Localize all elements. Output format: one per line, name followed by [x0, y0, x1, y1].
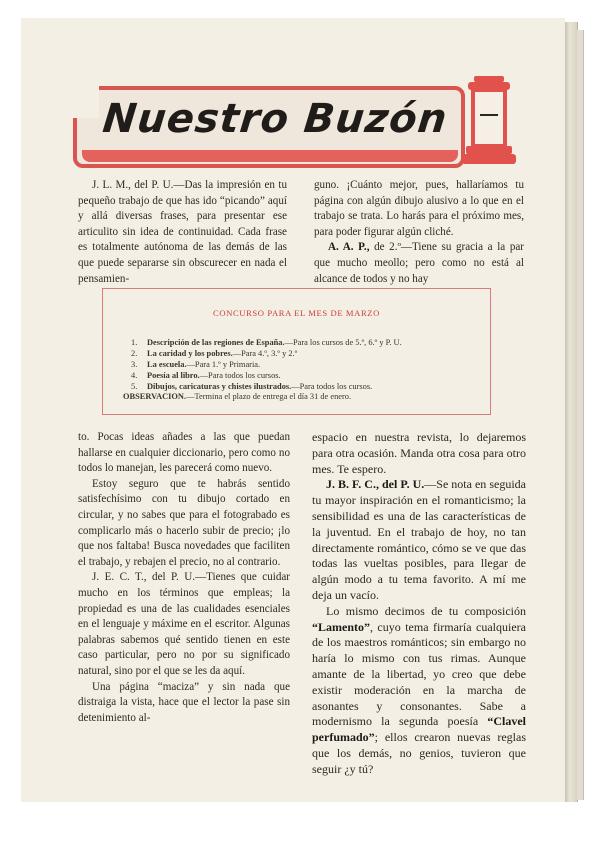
item-number: 1.: [131, 338, 138, 347]
paragraph: [312, 604, 526, 778]
item-number: 2.: [131, 349, 138, 358]
paragraph: Una página “maciza” y sin nada que distraiga la vista, hace que el lector la pase sin detenimiento al-: [78, 680, 290, 724]
paragraph-continuation: guno. ¡Cuánto mejor, pues, hallaríamos tu página con algún dibujo alusivo a lo que en el trabajo se trata. Lo harás para el próximo mes, para poder figurar algún cliché.: [314, 179, 524, 238]
text: ; ellos crearon nuevas reglas que los demás, no genios, tuvieron que seguir ¿y tú?: [312, 730, 526, 776]
item-topic: La escuela.: [147, 360, 187, 369]
page-edge-back: [577, 30, 584, 800]
letter-author: J. B. F. C., del P. U.: [326, 477, 425, 492]
contest-title: CONCURSO PARA EL MES DE MARZO: [213, 308, 380, 318]
item-number: 3.: [131, 360, 138, 369]
letter-ject: J. E. C. T., del P. U.—Tienes que cuidar mucho en los términos que empleas; la propiedad es una de las cualidades esenciales en el lenguaje y máxime en el escritor. Algunas palabras sabemos qué sentido tienen en este caso particular, pero no por su significado natural, sino por el que se les da aquí.: [78, 571, 290, 677]
letter-aap: [314, 240, 524, 287]
contest-item: [131, 370, 402, 381]
header-underline-bar: [82, 150, 458, 162]
item-number: 4.: [131, 371, 138, 380]
item-topic: La caridad y los pobres.: [147, 349, 233, 358]
paragraph-continuation: espacio en nuestra revista, lo dejaremos para otra ocasión. Manda otra cosa para otro mes. Te espero.: [312, 430, 526, 476]
contest-list: [131, 337, 402, 392]
paragraph-continuation: to. Pocas ideas añades a las que puedan hallarse en cualquier diccionario, pero como no todos lo manejan, les parecerá como nuevo.: [78, 431, 290, 475]
letter-text: —Se nota en seguida tu mayor inspiración en el romanticismo; la sensibilidad es una de las características de la juventud. En el trabajo de hoy, no tan directamente romántico, cómo se ve que das todas las vueltas posibles, para llegar de algún modo a tu tema favorito. A mí me deja un vacío.: [312, 477, 526, 602]
column-right-top: [314, 178, 524, 287]
contest-item: [131, 348, 402, 359]
mailbox-icon: [460, 74, 520, 166]
contest-item: [131, 359, 402, 370]
text: Lo mismo decimos de tu composición: [326, 603, 526, 618]
poem-title: “Clavel perfumado”: [312, 714, 526, 745]
letter-jbfc: [312, 477, 526, 603]
item-courses: —Para 1.º y Primaria.: [186, 360, 261, 369]
item-topic: Descripción de las regiones de España.: [147, 338, 285, 347]
contest-observation: [123, 392, 351, 401]
poem-title: “Lamento”: [312, 619, 370, 634]
paragraph: Estoy seguro que te habrás sentido satisfechísimo con tu dibujo cortado en circular, y no sabes que para el fotograbado es complicarlo más o hacerlo subir de precio; ¡lo que nos faltaba! Busca novedades que faciliten el trabajo, y rebajen el precio, no al contrario.: [78, 477, 290, 568]
item-courses: —Para todos los cursos.: [199, 371, 281, 380]
contest-item: [131, 337, 402, 348]
observation-label: OBSERVACION.: [123, 392, 187, 401]
item-number: 5.: [131, 382, 138, 391]
page-title: Nuestro Buzón: [100, 96, 450, 142]
contest-item: [131, 381, 402, 392]
column-left-bottom: [78, 430, 290, 726]
letter-jlm: J. L. M., del P. U.—Das la impresión en tu pequeño trabajo de que has ido “picando” aquí y allá diversas frases, para presentar ese articulito sin idea de continuidad. Cada frase es totalmente autónoma de las demás de las que puede separarse sin obscurecer en nada el pensamien-: [78, 179, 287, 285]
item-courses: —Para 4.º, 3.º y 2.º: [232, 349, 298, 358]
letter-text: de 2.º—Tiene su gracia a la par que mucho meollo; pero como no está al alcance de todos y no hay: [314, 241, 524, 285]
item-courses: —Para todos los cursos.: [291, 382, 373, 391]
item-topic: Dibujos, caricaturas y chistes ilustrados.: [147, 382, 292, 391]
item-courses: —Para los cursos de 5.º, 6.º y P. U.: [284, 338, 402, 347]
letter-author: A. A. P.,: [328, 241, 370, 254]
text: , cuyo tema firmaría cualquiera de los maestros románticos; sin embargo no haría lo mismo con tus rimas. Aunque amante de la libertad, yo creo que debe existir moderación en la marcha de asonantes y consonantes. Sabe a modernismo la segunda poesía: [312, 619, 526, 729]
column-right-bottom: [312, 430, 526, 778]
contest-box: [102, 288, 491, 415]
column-left-top: [78, 178, 287, 287]
item-topic: Poesía al libro.: [147, 371, 200, 380]
observation-text: —Termina el plazo de entrega el día 31 de enero.: [186, 392, 352, 401]
